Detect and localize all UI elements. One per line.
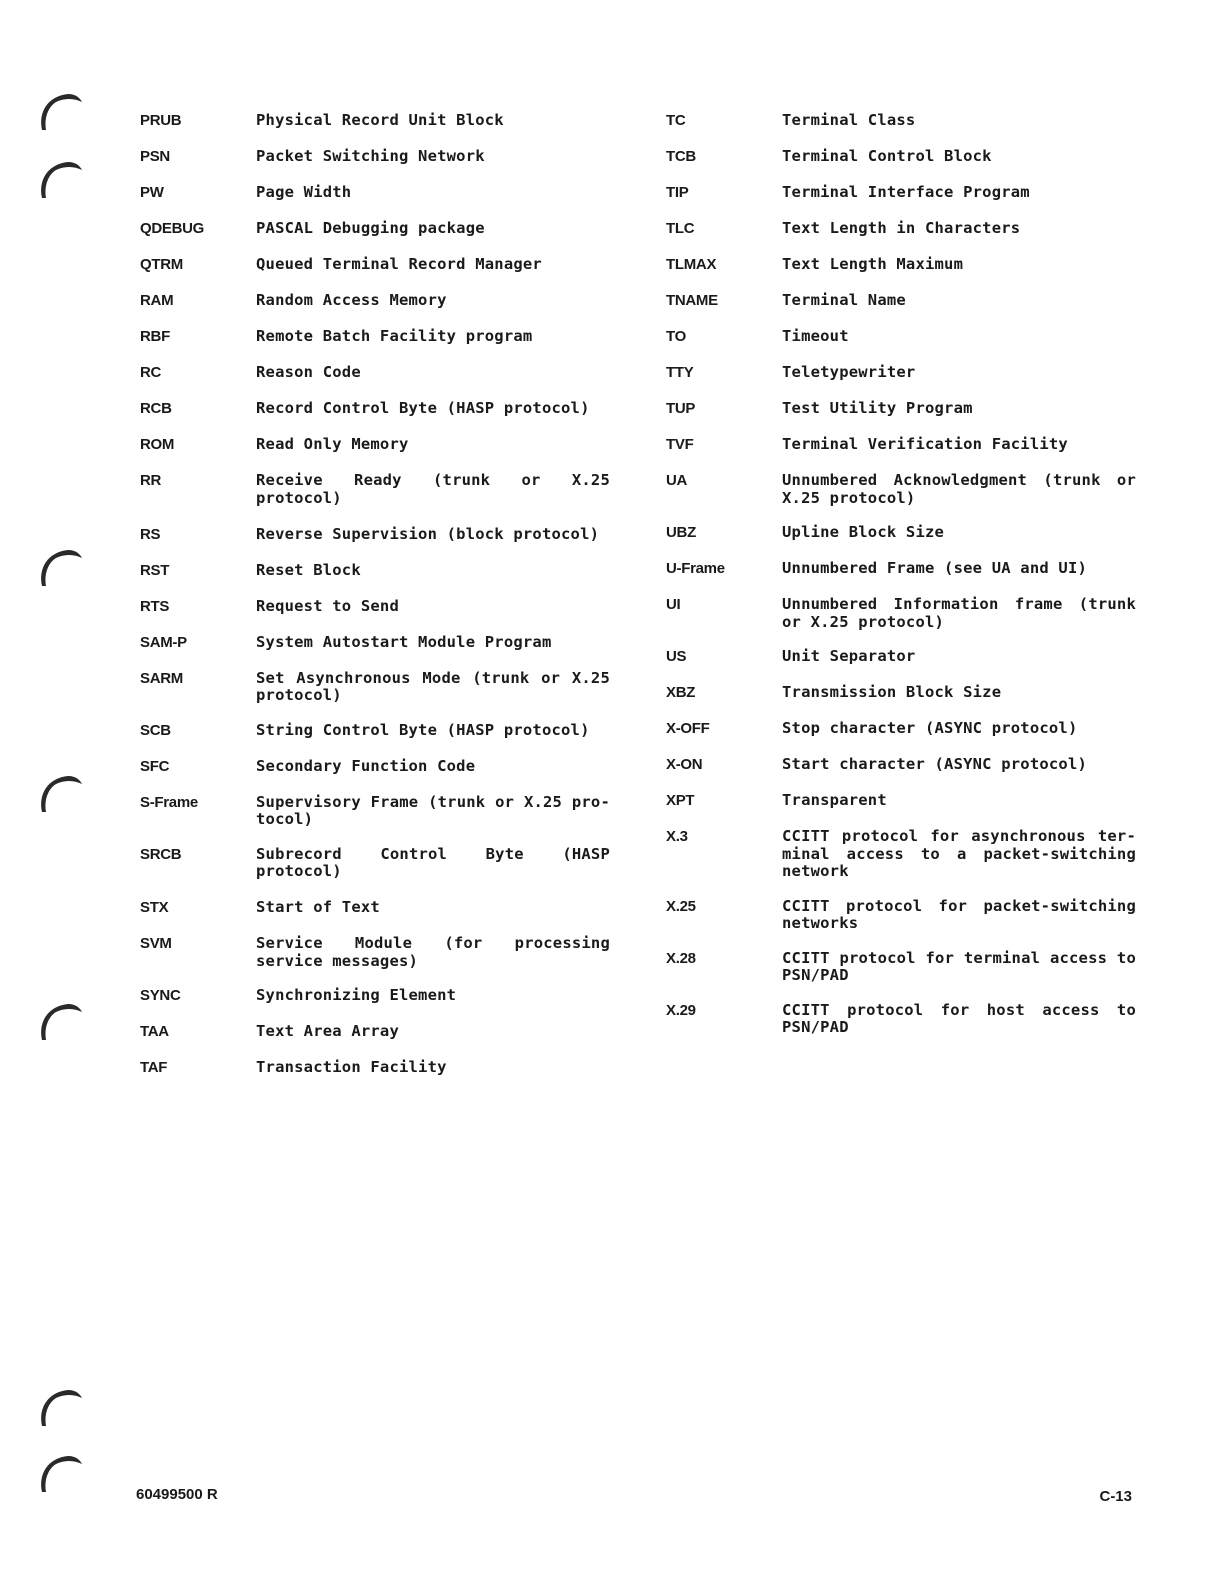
entry-abbreviation: U-Frame	[666, 560, 725, 577]
entry-abbreviation: TUP	[666, 400, 696, 417]
entry-abbreviation: SVM	[140, 935, 172, 952]
binder-hole-icon	[34, 998, 86, 1044]
entry-abbreviation: XPT	[666, 792, 695, 809]
entry-definition: Text Area Array	[256, 1022, 399, 1040]
glossary-entry	[666, 828, 1136, 881]
entry-abbreviation: QTRM	[140, 256, 183, 273]
entry-abbreviation: SRCB	[140, 845, 182, 863]
entry-definition: Transmission Block Size	[782, 683, 1002, 701]
entry-definition: String Control Byte (HASP protocol)	[256, 720, 590, 739]
entry-definition: Remote Batch Facility program	[256, 327, 533, 345]
entry-abbreviation: US	[666, 648, 687, 665]
entry-abbreviation: TLMAX	[666, 256, 717, 273]
entry-definition: Set Asynchronous Mode (trunk or X.25 protocol)	[256, 668, 610, 704]
entry-definition: Packet Switching Network	[256, 147, 485, 165]
entry-definition: Physical Record Unit Block	[256, 111, 504, 129]
glossary-entry	[666, 898, 1136, 933]
glossary-entry	[666, 720, 1136, 738]
entry-abbreviation: X-OFF	[666, 720, 710, 737]
entry-definition: Terminal Class	[782, 111, 916, 129]
page-number: C-13	[1099, 1488, 1132, 1505]
entry-abbreviation: XBZ	[666, 684, 696, 701]
entry-abbreviation: RC	[140, 364, 162, 381]
glossary-entry	[666, 400, 1136, 418]
entry-abbreviation: S-Frame	[140, 793, 198, 811]
glossary-entry	[140, 220, 610, 238]
entry-abbreviation: QDEBUG	[140, 220, 205, 237]
glossary-entry	[666, 256, 1136, 274]
glossary-entry	[666, 112, 1136, 130]
glossary-entry	[666, 1002, 1136, 1037]
glossary-entry	[140, 794, 610, 829]
entry-abbreviation: SFC	[140, 757, 170, 775]
entry-definition: Terminal Control Block	[782, 147, 992, 165]
glossary-entry	[666, 648, 1136, 666]
entry-abbreviation: X.29	[666, 1001, 696, 1019]
entry-abbreviation: SYNC	[140, 987, 181, 1004]
entry-definition: Synchronizing Element	[256, 986, 457, 1004]
entry-definition: Page Width	[256, 183, 352, 201]
binder-hole-icon	[34, 544, 86, 590]
glossary-entry	[140, 1059, 610, 1077]
glossary-entry	[140, 670, 610, 705]
glossary-entry	[140, 987, 610, 1005]
glossary-entry	[666, 364, 1136, 382]
entry-abbreviation: SCB	[140, 721, 171, 739]
entry-abbreviation: TVF	[666, 436, 694, 453]
glossary-entry	[140, 935, 610, 970]
entry-abbreviation: UA	[666, 472, 688, 489]
entry-definition: CCITT protocol for terminal access to PSN/PAD	[782, 948, 1136, 984]
entry-abbreviation: PRUB	[140, 112, 182, 129]
glossary-entry	[140, 1023, 610, 1041]
glossary-entry	[140, 846, 610, 881]
glossary-entry	[666, 184, 1136, 202]
entry-abbreviation: TAA	[140, 1023, 169, 1040]
glossary-entry	[140, 256, 610, 274]
entry-definition: PASCAL Debugging package	[256, 219, 485, 237]
glossary-entry	[140, 328, 610, 346]
entry-definition: Reset Block	[256, 560, 361, 579]
entry-abbreviation: TNAME	[666, 292, 718, 309]
entry-abbreviation: TTY	[666, 364, 694, 381]
glossary-entry	[140, 634, 610, 652]
glossary-entry	[666, 292, 1136, 310]
entry-abbreviation: RS	[140, 525, 161, 543]
entry-abbreviation: TIP	[666, 184, 689, 201]
entry-definition: Teletypewriter	[782, 363, 916, 381]
glossary-entry	[140, 598, 610, 616]
glossary-entry	[140, 758, 610, 776]
glossary-entry	[666, 220, 1136, 238]
glossary-entry	[140, 292, 610, 310]
entry-abbreviation: RCB	[140, 400, 172, 417]
glossary-left-column	[140, 112, 610, 1095]
glossary-entry	[140, 364, 610, 382]
entry-definition: Unit Separator	[782, 647, 916, 665]
entry-abbreviation: UI	[666, 596, 681, 613]
entry-definition: CCITT protocol for host access to PSN/PAD	[782, 1000, 1136, 1036]
glossary-entry	[140, 400, 610, 418]
glossary-entry	[140, 184, 610, 202]
glossary-entry	[140, 472, 610, 507]
glossary-entry	[666, 684, 1136, 702]
entry-abbreviation: ROM	[140, 436, 175, 453]
entry-abbreviation: PW	[140, 184, 164, 201]
binder-hole-icon	[34, 1384, 86, 1430]
glossary-entry	[666, 756, 1136, 774]
entry-definition: Secondary Function Code	[256, 756, 476, 775]
entry-definition: System Autostart Module Program	[256, 632, 552, 651]
entry-definition: Request to Send	[256, 596, 399, 615]
binder-hole-icon	[34, 88, 86, 134]
entry-definition: Subrecord Control Byte (HASP protocol)	[256, 844, 610, 880]
binder-hole-icon	[34, 156, 86, 202]
entry-definition: Unnumbered Frame (see UA and UI)	[782, 559, 1088, 577]
entry-abbreviation: RR	[140, 472, 162, 489]
glossary-entry	[140, 148, 610, 166]
binder-hole-icon	[34, 770, 86, 816]
entry-abbreviation: X.25	[666, 897, 696, 915]
entry-abbreviation: RTS	[140, 597, 170, 615]
entry-abbreviation: PSN	[140, 148, 170, 165]
entry-definition: CCITT protocol for asynchronous ter-minal access to a packet-switching network	[782, 827, 1136, 880]
binder-hole-icon	[34, 1450, 86, 1496]
glossary-entry	[140, 526, 610, 544]
entry-definition: Text Length in Characters	[782, 219, 1021, 237]
entry-abbreviation: X-ON	[666, 756, 703, 773]
entry-abbreviation: X.28	[666, 949, 696, 967]
glossary-entry	[140, 436, 610, 454]
entry-definition: Start character (ASYNC protocol)	[782, 755, 1088, 773]
document-number: 60499500 R	[136, 1486, 218, 1503]
entry-definition: Terminal Verification Facility	[782, 435, 1068, 453]
entry-definition: CCITT protocol for packet-switching networks	[782, 896, 1136, 932]
glossary-entry	[140, 722, 610, 740]
entry-abbreviation: X.3	[666, 828, 688, 845]
entry-definition: Service Module (for processing service messages)	[256, 934, 610, 970]
entry-definition: Terminal Interface Program	[782, 183, 1030, 201]
entry-definition: Upline Block Size	[782, 523, 945, 541]
entry-definition: Supervisory Frame (trunk or X.25 pro-tocol)	[256, 792, 610, 828]
entry-abbreviation: TAF	[140, 1059, 168, 1076]
entry-definition: Queued Terminal Record Manager	[256, 255, 542, 273]
entry-definition: Read Only Memory	[256, 435, 409, 453]
glossary-entry	[666, 524, 1136, 542]
entry-abbreviation: TLC	[666, 220, 695, 237]
glossary-entry	[666, 148, 1136, 166]
entry-definition: Unnumbered Acknowledgment (trunk or X.25 protocol)	[782, 471, 1136, 507]
entry-definition: Reason Code	[256, 363, 361, 381]
entry-definition: Text Length Maximum	[782, 255, 964, 273]
entry-abbreviation: UBZ	[666, 524, 696, 541]
entry-definition: Receive Ready (trunk or X.25 protocol)	[256, 471, 610, 507]
entry-definition: Transaction Facility	[256, 1058, 447, 1076]
entry-definition: Timeout	[782, 327, 849, 345]
entry-definition: Terminal Name	[782, 291, 906, 309]
entry-abbreviation: RAM	[140, 292, 174, 309]
entry-abbreviation: STX	[140, 899, 169, 916]
entry-definition: Reverse Supervision (block protocol)	[256, 524, 600, 543]
entry-definition: Transparent	[782, 791, 887, 809]
glossary-entry	[666, 950, 1136, 985]
entry-definition: Test Utility Program	[782, 399, 973, 417]
entry-abbreviation: SAM-P	[140, 633, 187, 651]
entry-abbreviation: RST	[140, 561, 170, 579]
glossary-entry	[666, 328, 1136, 346]
entry-abbreviation: TO	[666, 328, 686, 345]
glossary-entry	[140, 112, 610, 130]
entry-definition: Unnumbered Information frame (trunk or X.25 protocol)	[782, 595, 1136, 631]
entry-definition: Record Control Byte (HASP protocol)	[256, 399, 590, 417]
glossary-entry	[666, 560, 1136, 578]
entry-definition: Start of Text	[256, 898, 380, 916]
entry-definition: Stop character (ASYNC protocol)	[782, 719, 1078, 737]
glossary-entry	[666, 596, 1136, 631]
glossary-entry	[666, 792, 1136, 810]
entry-abbreviation: SARM	[140, 669, 183, 687]
glossary-entry	[140, 562, 610, 580]
glossary-entry	[666, 472, 1136, 507]
glossary-right-column	[666, 112, 1136, 1054]
entry-abbreviation: TC	[666, 112, 686, 129]
glossary-entry	[666, 436, 1136, 454]
entry-abbreviation: TCB	[666, 148, 696, 165]
entry-abbreviation: RBF	[140, 328, 170, 345]
entry-definition: Random Access Memory	[256, 291, 447, 309]
glossary-entry	[140, 899, 610, 917]
